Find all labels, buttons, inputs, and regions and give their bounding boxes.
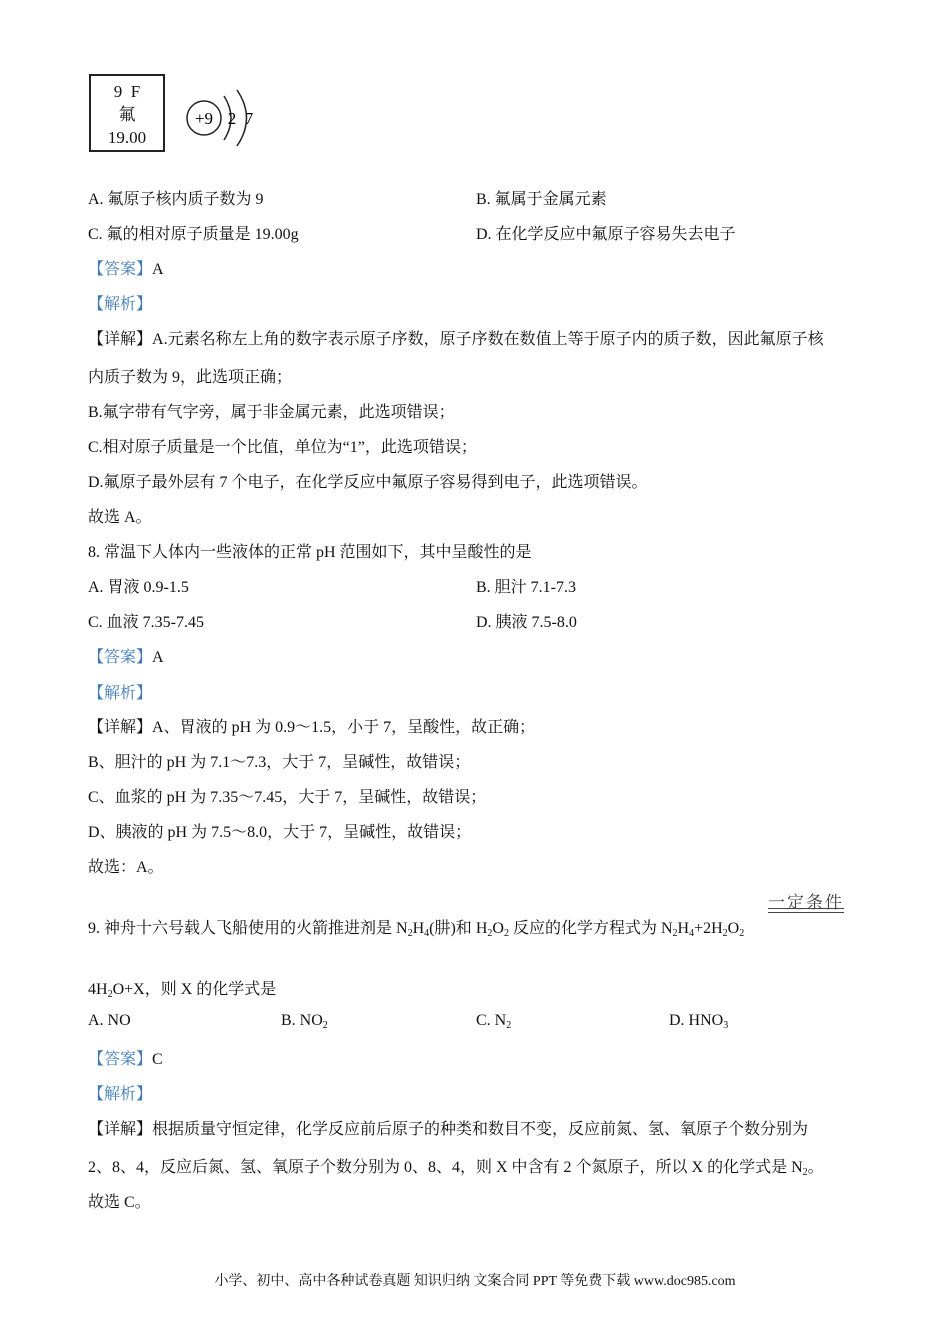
element-card: [89, 74, 165, 152]
detail-text: 根据质量守恒定律，化学反应前后原子的种类和数目不变，反应前氮、氢、氧原子个数分别为: [152, 1121, 809, 1138]
element-number-symbol: 9 F: [113, 82, 141, 101]
q7-detail-4: C.相对原子质量是一个比值，单位为“1”，此选项错误；: [88, 439, 477, 456]
q7-option-c: C. 氟的相对原子质量是 19.00g: [88, 226, 299, 243]
q8-option-b: B. 胆汁 7.1-7.3: [476, 579, 577, 596]
nucleus-charge: +9: [194, 109, 214, 128]
q9-option-b: B. $NO_2$: [281, 1012, 328, 1031]
q9-stem: 9. 神舟十六号载人飞船使用的火箭推进剂是 $N_2H_4$(肼)和 $H_2O_2$ 反应的化学方程式为 $N_2H_4+2H_2O_2$: [88, 920, 745, 939]
q7-option-a: A. 氟原子核内质子数为 9: [88, 191, 264, 208]
q7-analysis-tag: 【解析】: [88, 296, 153, 313]
detail-text: A、胃液的 pH 为 0.9～1.5，小于 7，呈酸性，故正确；: [152, 719, 536, 736]
stem-text: (肼)和: [429, 920, 476, 937]
atom-structure-diagram: [182, 88, 272, 148]
element-mass: 19.00: [107, 128, 147, 147]
q9-option-c: C. $N_2$: [476, 1012, 512, 1031]
q8-detail-3: C、血浆的 pH 为 7.35～7.45，大于 7，呈碱性，故错误；: [88, 789, 487, 806]
answer-value: C: [152, 1051, 163, 1068]
answer-tag: 【答案】: [88, 1051, 153, 1068]
reaction-condition: 一定条件: [768, 893, 844, 912]
q8-option-c: C. 血液 7.35-7.45: [88, 614, 205, 631]
q9-conclusion: 故选 C。: [88, 1194, 151, 1211]
page-footer: 小学、初中、高中各种试卷真题 知识归纳 文案合同 PPT 等免费下载 www.doc985.com: [214, 1274, 736, 1289]
answer-tag: 【答案】: [88, 649, 153, 666]
detail-text: A.元素名称左上角的数字表示原子序数，原子序数在数值上等于原子内的质子数，因此氟原子核: [152, 331, 824, 348]
q7-option-b: B. 氟属于金属元素: [476, 191, 607, 208]
q8-option-a: A. 胃液 0.9-1.5: [88, 579, 189, 596]
q9-option-d: D. $HNO_3$: [669, 1012, 729, 1031]
q9-analysis-tag: 【解析】: [88, 1086, 153, 1103]
q8-option-d: D. 胰液 7.5-8.0: [476, 614, 577, 631]
stem-text: 9. 神舟十六号载人飞船使用的火箭推进剂是: [88, 920, 397, 937]
q9-option-a: A. NO: [88, 1012, 131, 1029]
detail-text: 2、8、4，反应后氮、氢、氧原子个数分别为 0、8、4，则 X 中含有 2 个氮原子，所以 X 的化学式是 N: [88, 1159, 803, 1176]
stem-text: 反应的化学方程式为: [508, 920, 661, 937]
q9-answer: [88, 1046, 163, 1069]
q7-detail-5: D.氟原子最外层有 7 个电子，在化学反应中氟原子容易得到电子，此选项错误。: [88, 474, 648, 491]
shell-2-electrons: 7: [244, 109, 254, 128]
products-text: O+X，则 X 的化学式是: [112, 981, 277, 998]
q8-stem: 8. 常温下人体内一些液体的正常 pH 范围如下，其中呈酸性的是: [88, 544, 532, 561]
option-text: B. NO: [281, 1012, 323, 1029]
q8-detail-4: D、胰液的 pH 为 7.5～8.0，大于 7，呈碱性，故错误；: [88, 824, 472, 841]
shell-1-electrons: 2: [227, 109, 237, 128]
answer-value: A: [152, 261, 164, 278]
element-name: 氟: [118, 105, 136, 124]
q7-detail-1: [88, 326, 824, 349]
q9-products: $4H_2O+X$，则 X 的化学式是: [88, 981, 277, 1000]
detail-tag: 【详解】: [88, 719, 153, 736]
q8-analysis-tag: 【解析】: [88, 685, 153, 702]
detail-tag: 【详解】: [88, 331, 153, 348]
q9-detail-1: [88, 1116, 808, 1139]
q8-answer: [88, 644, 164, 667]
q7-detail-2: 内质子数为 9，此选项正确；: [88, 369, 293, 386]
option-text: D. HNO: [669, 1012, 724, 1029]
q9-detail-2: 2、8、4，反应后氮、氢、氧原子个数分别为 0、8、4，则 X 中含有 2 个氮原子，所以 X 的化学式是 $N_2$。: [88, 1159, 824, 1178]
answer-tag: 【答案】: [88, 261, 153, 278]
q8-conclusion: 故选：A。: [88, 859, 164, 876]
answer-value: A: [152, 649, 164, 666]
q7-conclusion: 故选 A。: [88, 509, 152, 526]
option-text: C. N: [476, 1012, 507, 1029]
detail-tag: 【详解】: [88, 1121, 153, 1138]
q8-detail-1: [88, 714, 535, 737]
q7-answer: [88, 256, 164, 279]
reaction-arrow-bar: [768, 908, 844, 913]
q7-option-d: D. 在化学反应中氟原子容易失去电子: [476, 226, 736, 243]
q8-detail-2: B、胆汁的 pH 为 7.1～7.3，大于 7，呈碱性，故错误；: [88, 754, 471, 771]
q7-detail-3: B.氟字带有气字旁，属于非金属元素，此选项错误；: [88, 404, 455, 421]
